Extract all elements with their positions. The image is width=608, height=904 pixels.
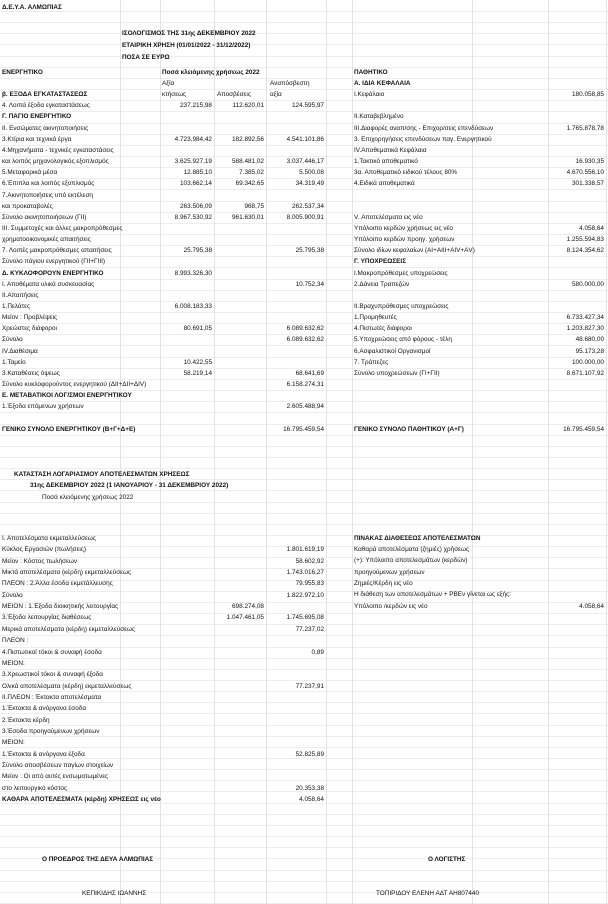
income-total: 1.743.016,27 [286,569,324,577]
liability-value: 8.671.107,92 [566,369,604,377]
liability-value: 95.173,28 [575,347,604,355]
liability-label: ΓΕΝΙΚΟ ΣΥΝΟΛΟ ΠΑΘΗΤΙΚΟΥ (Α+Γ) [354,425,464,433]
grid-line [0,301,608,302]
asset-acquisition-value: 263.506,09 [180,202,212,210]
income-label: Ι. Αποτελέσματα εκμεταλλεύσεως [2,535,96,542]
acquisition-value-heading: Αξία [162,80,175,87]
income-subtotal: 698.274,08 [232,603,264,611]
income-period-heading: Ποσά κλειόμενης χρήσεως 2022 [42,494,134,501]
asset-depreciation: 112.620,01 [232,102,264,110]
asset-acquisition-value: 237.215,98 [180,102,212,110]
asset-net-value: 6.089.632,62 [286,325,324,333]
liability-value: 4.058,64 [579,224,604,232]
distribution-label: (+): Υπόλοιπο αποτελεσμάτων (κερδών) [354,557,468,565]
asset-label: 1.Έξοδα επόμενων χρήσεων [2,403,84,411]
liability-value: 16.795.459,54 [563,425,604,433]
grid-line [0,457,608,458]
asset-label: 4. Λοιπά έξοδα εγκαταστάσεως [2,102,90,110]
income-statement-period: 31ης ΔΕΚΕΜΒΡΙΟΥ 2022 (1 ΙΑΝΟΥΑΡΙΟΥ - 31 ΔΕΚΕΜΒΡΙΟΥ 2022) [30,482,229,489]
asset-acquisition-value: 8.993.326,30 [174,269,212,277]
income-total: 77.237,91 [295,682,324,690]
asset-acquisition-value: 8.967.530,92 [174,213,212,221]
asset-depreciation: 961.630,01 [232,213,264,221]
asset-label: Μείον : Προβλέψεις [2,314,58,322]
asset-acquisition-value: 58.219,14 [183,369,212,377]
liability-label: 3α. Αποθεματικό ειδικού τέλους 80% [354,169,458,177]
asset-net-value: 2.605.488,94 [286,403,324,411]
grid-line [0,870,608,871]
liability-label: 6.Ασφαλιστικοί Οργανισμοί [354,347,431,355]
income-total: 1.822.972,10 [286,591,324,599]
grid-line [606,0,607,904]
liability-value: 180.058,85 [572,91,604,99]
distribution-label: Υπόλοιπο /κερδών εις νέο [354,602,428,610]
income-total: 79.955,83 [295,580,324,588]
grid-line [0,67,608,68]
asset-label: 6.Έπιπλα και λοιπός εξοπλισμός [2,180,95,188]
liability-label: Υπόλοιπο κερδών χρήσεως εις νέο [354,224,453,232]
net-value-heading: Αναπόσβεστη [270,80,310,87]
income-label: 3.Χρεωστικοί τόκοι & συναφή έξοδα [2,671,103,679]
liability-label: Υπόλοιπο κερδών προηγ. χρήσεων [354,236,455,244]
grid-line [0,22,608,23]
asset-acquisition-value: 4.723.984,42 [174,135,212,143]
grid-line [0,881,608,882]
asset-label: 3.Καταθέσεις όψεως [2,369,60,377]
income-label: 1.Έκτακτα & ανόργανα έξοδα [2,750,85,758]
income-total: 52.825,89 [295,750,324,758]
asset-net-value: 262.537,34 [292,202,324,210]
income-label: ΠΛΕΟΝ : [2,637,29,645]
grid-line [0,33,608,34]
asset-net-value: 6.089.632,62 [286,336,324,344]
grid-line [0,44,608,45]
liability-label: 1.Προμηθευτές [354,314,397,322]
asset-net-value: 3.037.446,17 [286,158,324,166]
grid-line [0,56,608,57]
liability-value: 301.338,57 [572,180,604,188]
liability-label: Σύνολο υποχρεώσεων (ΓΙ+ΓΙΙ) [354,369,440,377]
grid-line [0,290,608,291]
asset-label: ΙΙΙ. Συμμετοχές και άλλες μακροπρόθεσμες [2,224,123,232]
income-total: 1.801.619,19 [286,546,324,554]
asset-label: Ε. ΜΕΤΑΒΑΤΙΚΟΙ ΛΟΓ/ΣΜΟΙ ΕΝΕΡΓΗΤΙΚΟΥ [2,392,132,400]
income-label: Κύκλος Εργασιών (πωλήσεις) [2,546,87,554]
asset-label: 7.Ακινητοποιήσεις υπό εκτέλεση [2,191,93,199]
grid-line [0,513,608,514]
asset-acquisition-value: 6.008.183,33 [174,303,212,310]
grid-line [0,123,608,124]
asset-depreciation: 588.481,02 [232,158,264,166]
accountant-role: Ο ΛΟΓΙΣΤΗΣ [428,856,466,863]
asset-acquisition-value: 25.795,38 [183,247,212,255]
asset-label: 1.Πελάτες [2,303,31,310]
liability-value: 4.670.556,10 [566,169,604,177]
grid-line [326,0,327,904]
period-column-heading: Ποσά κλειόμενης χρήσεως 2022 [162,69,260,76]
grid-line [0,234,608,235]
income-statement-title: ΚΑΤΑΣΤΑΣΗ ΛΟΓΑΡΙΑΣΜΟΥ ΑΠΟΤΕΛΕΣΜΑΤΩΝ ΧΡΗΣΕΩΣ [14,471,190,478]
income-total: 20.353,38 [295,784,324,792]
asset-label: 4.Μηχανήματα - τεχνικές εγκαταστάσεις [2,146,114,154]
income-label: Σύνολο αποσβέσεων παγίων στοιχείων [2,762,114,769]
liability-label: Ι.Κεφάλαιο [354,91,385,99]
asset-acquisition-value: 10.422,55 [183,358,212,366]
balance-sheet-title: ΙΣΟΛΟΓΙΣΜΟΣ ΤΗΣ 31ης ΔΕΚΕΜΒΡΙΟΥ 2022 [122,30,256,37]
asset-net-value: 68.641,69 [295,369,324,377]
asset-net-value: 124.595,97 [292,102,324,110]
liability-label: Γ. ΥΠΟΧΡΕΩΣΕΙΣ [354,258,407,266]
liability-value: 48.680,00 [575,336,604,344]
income-label: 2.Έκτακτα κέρδη [2,716,50,724]
liability-label: Σύνολο ιδίων κεφαλαίων (ΑΙ+ΑΙΙΙ+ΑΙV+ΑV) [354,247,475,255]
asset-depreciation: 968,75 [244,202,264,210]
grid-line [0,836,608,837]
asset-net-value: 4.541.101,86 [286,135,324,143]
income-label: Μικτά αποτελέσματα (κέρδη) εκμεταλλεύσεως [2,569,132,577]
liability-label: V. Αποτελέσματα εις νέο [354,213,423,221]
grid-line [352,0,353,904]
asset-label: και λοιπός μηχανολογικός εξοπλισμός [2,158,109,166]
grid-line [120,0,121,904]
president-name: ΚΕΠΙΚΙΔΗΣ ΙΩΑΝΝΗΣ [82,890,147,897]
income-label: Ολικά αποτελέσματα (κέρδη) εκμεταλλεύσεως [2,682,132,690]
asset-depreciation: 69.342,65 [235,180,264,188]
income-total: 0,89 [311,648,324,656]
income-total: 77.237,02 [295,625,324,633]
income-label: Μείον : Κόστος πωλήσεων [2,557,78,565]
grid-line [0,847,608,848]
asset-acquisition-value: 3.625.927,19 [174,158,212,166]
liability-label: ΙΙ.Βραχυπρόθεσμες υποχρεώσεις [354,303,449,310]
income-label: 1.Έκτακτα & ανόργανα έσοδα [2,705,87,713]
acquisition-value-heading-2: κτήσεως [162,91,187,98]
assets-heading: ΕΝΕΡΓΗΤΙΚΟ [2,69,43,76]
asset-depreciation: 182.892,56 [232,135,264,143]
grid-line [0,713,608,714]
asset-label: Σύνολο [2,336,23,344]
asset-net-value: 34.319,49 [295,180,324,188]
asset-label: Γ. ΠΑΓΙΟ ΕΝΕΡΓΗΤΙΚΟ [2,113,72,121]
liability-label: III.Διαφορές αναπ/σης - Επιχορ/σεις επενδύσεων [354,124,494,132]
asset-acquisition-value: 80.691,05 [183,325,212,333]
asset-net-value: 10.752,34 [295,280,324,288]
liability-label: Ι.Μακροπρόθεσμες υποχρεώσεις [354,269,448,277]
asset-net-value: 25.795,38 [295,247,324,255]
liability-label: Α. ΙΔΙΑ ΚΕΦΑΛΑΙΑ [354,80,411,87]
grid-line [0,312,608,313]
income-subtotal: 1.047.461,05 [226,614,264,622]
grid-line [0,658,608,659]
net-value-heading-2: αξία [270,91,282,98]
asset-label: ΓΕΝΙΚΟ ΣΥΝΟΛΟ ΕΝΕΡΓΗΤΙΚΟΥ (Β+Γ+Δ+Ε) [2,425,136,433]
asset-acquisition-value: 103.662,14 [180,180,212,188]
liability-label: IV.Αποθεματικά Κεφάλαια [354,146,427,154]
liability-label: 1.Τακτικό αποθεματικό [354,158,418,166]
liability-value: 6.733.427,34 [566,314,604,322]
liability-value: 1.203.827,30 [566,325,604,333]
asset-acquisition-value: 12.885,10 [183,169,212,177]
liability-label: 7. Τράπεζες [354,358,389,366]
liability-value: 8.124.354,62 [566,247,604,255]
grid-line [548,0,549,904]
liability-value: 580.000,00 [572,280,604,288]
fiscal-period: ΕΤΑΙΡΙΚΗ ΧΡΗΣΗ (01/01/2022 - 31/12/2022) [122,42,251,49]
organization-name: Δ.Ε.Υ.Α. ΑΛΜΩΠΙΑΣ [2,4,62,11]
income-label: 4.Πιστωτικοί τόκοι & συναφή έσοδα [2,648,102,656]
income-label: ΚΑΘΑΡΑ ΑΠΟΤΕΛΕΣΜΑΤΑ (κέρδη) ΧΡΗΣΕΩΣ εις νέο [2,796,161,804]
income-label: 3.Έσοδα προηγούμενων χρήσεων [2,727,100,735]
liability-label: 2.Δάνεια Τραπεζών [354,280,410,288]
income-label: Σύνολο [2,591,23,599]
liabilities-heading: ΠΑΘΗΤΙΚΟ [354,69,388,76]
grid-line [0,814,608,815]
income-label: ΜΕΙΟΝ : 1.Έξοδα διοικητικής λειτουργίας [2,603,119,611]
distribution-title: ΠΙΝΑΚΑΣ ΔΙΑΘΕΣΕΩΣ ΑΠΟΤΕΛΕΣΜΑΤΩΝ [354,535,481,542]
asset-depreciation: 7.385,02 [239,169,264,177]
asset-net-value: 5.500,08 [299,169,324,177]
income-label: ΜΕΙΟΝ: [2,739,25,747]
depreciation-heading: Αποσβέσεις [217,91,251,98]
grid-line [0,524,608,525]
asset-label: β. ΕΞΟΔΑ ΕΓΚΑΤΑΣΤΑΣΕΩΣ [2,91,88,99]
grid-line [0,89,608,90]
liability-value: 1.255.594,83 [566,236,604,244]
income-label: στο λειτουργικό κόστος [2,784,68,792]
liability-value: 16.930,35 [575,158,604,166]
income-label: 3.Έξοδα λειτουργίας διαθέσεως [2,614,92,622]
asset-label: χρηματοοικονομικές απαιτήσεις [2,236,91,244]
income-total: 58.602,92 [295,557,324,565]
president-role: Ο ΠΡΟΕΔΡΟΣ ΤΗΣ ΔΕΥΑ ΑΛΜΩΠΙΑΣ [42,856,154,863]
grid-line [0,635,608,636]
liability-label: 4.Ειδικά αποθεματικά [354,180,415,188]
distribution-value: 4.058,64 [579,602,604,610]
asset-label: Σύνολο κυκλοφορούντος ενεργητικού (ΔΙΙ+ΔΙΙ+ΔΙV) [2,381,147,389]
income-label: Μερικά αποτελέσματα (κέρδη) εκμεταλλεύσεως [2,625,136,633]
liability-label: 5.Υποχρεώσεις από φόρους - τέλη [354,336,452,344]
income-label: Μείον : Οι από αυτές ενσωματωμένες [2,773,109,781]
grid-line [0,11,608,12]
asset-label: Σύνολο πάγιου ενεργητικού (ΓΙΙ+ΓΙΙΙ) [2,258,106,266]
distribution-label: Καθαρά αποτελέσματα (ζημιές) χρήσεως [354,546,470,553]
grid-line [0,825,608,826]
asset-label: IV.Διαθέσιμα [2,347,38,355]
liability-label: 4.Πιστωτές διάφοροι [354,325,412,333]
distribution-label: προηγούμενων χρήσεων [354,568,425,576]
asset-label: 5.Μεταφορικά μέσα [2,169,58,177]
asset-net-value: 6.158.274,31 [286,381,324,389]
income-total: 1.745.695,08 [286,614,324,622]
accountant-name: ΤΟΠΙΡΙΔΟΥ ΕΛΕΝΗ ΑΔΤ ΑΗ807440 [376,890,480,897]
asset-net-value: 8.005.900,91 [286,213,324,221]
asset-label: Σύνολο ακινητοποιήσεων (ΓΙΙ) [2,213,87,221]
liability-label: ΙΙ.Καταβεβλημένο [354,113,404,121]
distribution-label: Ζημιές/Κέρδη εις νέο [354,580,413,588]
asset-label: Ι. Αποθέματα υλικά συσκευασίας [2,280,95,288]
asset-label: 7. Λοιπές μακροπρόθεσμες απαιτήσεις [2,247,112,255]
asset-label: Χρεώστες διάφοροι [2,325,57,333]
asset-label: ΙΙ.Απαιτήσεις [2,291,39,299]
income-total: 4.058,64 [299,796,324,804]
currency-note: ΠΟΣΑ ΣΕ ΕΥΡΩ [122,54,170,61]
income-label: ΙΙ.ΠΛΕΟΝ : Έκτακτα αποτελέσματα [2,693,102,701]
asset-label: Δ. ΚΥΚΛΟΦΟΡΟΥΝ ΕΝΕΡΓΗΤΙΚΟ [2,269,104,277]
distribution-label: Η διάθεση των αποτελεσμάτων + ΡΒΕν γίνεται ως εξής: [354,591,511,599]
grid-line [0,357,608,358]
asset-net-value: 16.795.459,54 [283,425,324,433]
liability-label: 3. Επιχορηγήσεις επενδύσεων παγ. Ενεργητικού [354,135,492,143]
grid-line [0,446,608,447]
asset-label: και προκαταβολές [2,202,53,210]
income-label: ΜΕΙΟΝ: [2,659,25,667]
grid-line [0,435,608,436]
asset-label: ΙΙ. Ενσώματες ακινητοποιήσεις [2,124,89,132]
liability-value: 1.765.878,78 [566,124,604,132]
asset-label: 3.Κτίρια και τεχνικά έργα [2,135,72,143]
liability-value: 100.000,00 [572,358,604,366]
income-label: ΠΛΕΟΝ : 2.Άλλα έσοδα εκμετάλλευσης [2,580,113,588]
asset-label: 1.Ταμείο [2,358,26,366]
